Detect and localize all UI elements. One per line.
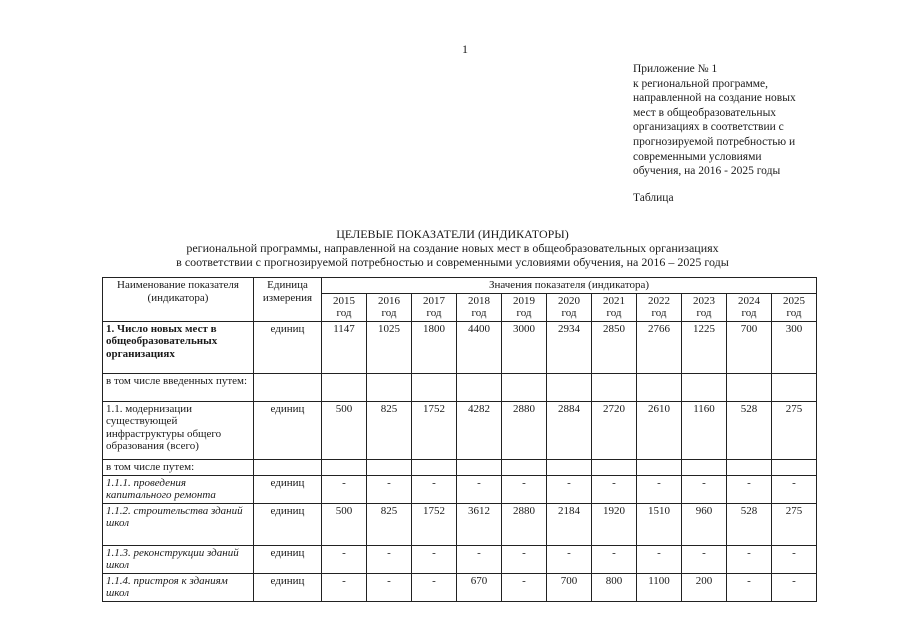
value-cell: 4400 [457,321,502,373]
table-row [103,503,817,545]
value-cell [682,459,727,475]
value-cell: 1025 [367,321,412,373]
annex-line: обучения, на 2016 - 2025 годы [633,165,781,178]
value-cell: - [592,545,637,573]
indicators-table [102,277,817,602]
value-cell: - [772,545,817,573]
table-row [103,373,817,401]
table-row [103,573,817,601]
annex-header [633,62,833,179]
value-cell: - [367,545,412,573]
value-cell [727,459,772,475]
table-row [103,321,817,373]
indicator-name: в том числе введенных путем: [103,373,254,401]
header-year [592,293,637,321]
header-unit: Единица измерения [254,278,322,322]
year-suffix: год [336,307,352,319]
table-row [103,459,817,475]
value-cell: 825 [367,503,412,545]
value-cell: 2184 [547,503,592,545]
year-suffix: год [516,307,532,319]
value-cell [727,373,772,401]
value-cell: 670 [457,573,502,601]
value-cell: 1920 [592,503,637,545]
value-cell: 2884 [547,401,592,459]
header-year [772,293,817,321]
value-cell: 1752 [412,401,457,459]
value-cell [547,373,592,401]
value-cell: - [682,475,727,503]
value-cell: 2880 [502,503,547,545]
page-number: 1 [462,42,468,56]
value-cell: - [367,475,412,503]
value-cell: - [727,545,772,573]
value-cell: - [322,475,367,503]
year-suffix: год [651,307,667,319]
value-cell [367,373,412,401]
value-cell: 2720 [592,401,637,459]
value-cell [592,459,637,475]
value-cell: 300 [772,321,817,373]
value-cell: 1800 [412,321,457,373]
value-cell [637,459,682,475]
value-cell [682,373,727,401]
value-cell [637,373,682,401]
table-label: Таблица [633,192,674,204]
indicator-name: 1.1. модернизации существующей инфраструктуры общего образования (всего) [103,401,254,459]
header-values: Значения показателя (индикатора) [322,278,817,294]
value-cell: 825 [367,401,412,459]
annex-line: мест в общеобразовательных [633,106,777,119]
value-cell: 500 [322,401,367,459]
header-year [502,293,547,321]
value-cell: 2766 [637,321,682,373]
year-value: 2015 [333,294,355,307]
unit-cell: единиц [254,475,322,503]
value-cell [547,459,592,475]
value-cell: - [412,475,457,503]
value-cell: - [637,475,682,503]
annex-line: прогнозируемой потребностью и [633,135,796,148]
year-value: 2021 [603,294,625,307]
header-year [547,293,592,321]
value-cell [502,459,547,475]
year-value: 2023 [693,294,715,307]
value-cell: - [322,545,367,573]
year-value: 2022 [648,294,670,307]
value-cell: - [502,475,547,503]
value-cell: - [592,475,637,503]
value-cell [412,459,457,475]
value-cell: 2610 [637,401,682,459]
indicator-name: 1.1.2. строительства зданий школ [103,503,254,545]
year-suffix: год [606,307,622,319]
value-cell: 2850 [592,321,637,373]
year-value: 2017 [423,294,445,307]
year-value: 2016 [378,294,400,307]
value-cell: - [457,545,502,573]
value-cell: 3000 [502,321,547,373]
value-cell: 700 [547,573,592,601]
year-value: 2024 [738,294,760,307]
value-cell [457,373,502,401]
table-row [103,475,817,503]
value-cell: 200 [682,573,727,601]
header-year [367,293,412,321]
value-cell: 1100 [637,573,682,601]
unit-cell: единиц [254,321,322,373]
value-cell: 2934 [547,321,592,373]
annex-line: Приложение № 1 [633,63,718,75]
value-cell [592,373,637,401]
year-value: 2020 [558,294,580,307]
unit-cell: единиц [254,503,322,545]
document-title [0,227,905,269]
value-cell: 3612 [457,503,502,545]
indicator-name: 1.1.4. пристроя к зданиям школ [103,573,254,601]
unit-cell: единиц [254,573,322,601]
year-suffix: год [426,307,442,319]
value-cell [772,459,817,475]
table-row [103,545,817,573]
value-cell [367,459,412,475]
indicator-name: 1.1.1. проведения капитального ремонта [103,475,254,503]
indicator-name: 1. Число новых мест в общеобразовательных организациях [103,321,254,373]
value-cell: - [322,573,367,601]
value-cell: 500 [322,503,367,545]
year-suffix: год [786,307,802,319]
value-cell [412,373,457,401]
year-suffix: год [741,307,757,319]
value-cell [322,459,367,475]
year-value: 2019 [513,294,535,307]
year-value: 2025 [783,294,805,307]
title-main: ЦЕЛЕВЫЕ ПОКАЗАТЕЛИ (ИНДИКАТОРЫ) [336,227,569,241]
indicator-name: 1.1.3. реконструкции зданий школ [103,545,254,573]
unit-cell: единиц [254,545,322,573]
value-cell: 1752 [412,503,457,545]
value-cell: - [367,573,412,601]
value-cell: - [412,545,457,573]
annex-line: к региональной программе, [633,77,768,90]
value-cell: - [412,573,457,601]
title-sub: региональной программы, направленной на создание новых мест в общеобразовательных организациях [186,241,719,255]
value-cell: - [772,475,817,503]
annex-line: организациях в соответствии с [633,121,784,134]
header-year [727,293,772,321]
unit-cell [254,373,322,401]
value-cell: - [547,545,592,573]
year-suffix: год [471,307,487,319]
value-cell [322,373,367,401]
value-cell: 1510 [637,503,682,545]
value-cell: - [727,475,772,503]
value-cell: - [502,573,547,601]
header-year [637,293,682,321]
value-cell: 700 [727,321,772,373]
unit-cell: единиц [254,401,322,459]
header-year [457,293,502,321]
year-suffix: год [381,307,397,319]
header-year [322,293,367,321]
table-row [103,401,817,459]
year-suffix: год [696,307,712,319]
value-cell: 1225 [682,321,727,373]
value-cell [772,373,817,401]
value-cell: - [502,545,547,573]
value-cell: - [727,573,772,601]
value-cell: - [547,475,592,503]
year-value: 2018 [468,294,490,307]
indicator-name: в том числе путем: [103,459,254,475]
value-cell [457,459,502,475]
header-year [682,293,727,321]
title-sub: в соответствии с прогнозируемой потребностью и современными условиями обучения, на 2016 – 2025 годы [176,255,729,269]
value-cell: 528 [727,401,772,459]
value-cell: 275 [772,401,817,459]
value-cell: 800 [592,573,637,601]
year-suffix: год [561,307,577,319]
value-cell: 4282 [457,401,502,459]
header-year [412,293,457,321]
value-cell: 960 [682,503,727,545]
unit-cell [254,459,322,475]
value-cell: - [457,475,502,503]
value-cell [502,373,547,401]
value-cell: - [682,545,727,573]
annex-line: направленной на создание новых [633,92,796,105]
header-indicator-name: Наименование показателя (индикатора) [103,278,254,322]
value-cell: - [772,573,817,601]
value-cell: 1160 [682,401,727,459]
value-cell: 528 [727,503,772,545]
value-cell: - [637,545,682,573]
annex-line: современными условиями [633,150,762,163]
value-cell: 275 [772,503,817,545]
value-cell: 2880 [502,401,547,459]
value-cell: 1147 [322,321,367,373]
